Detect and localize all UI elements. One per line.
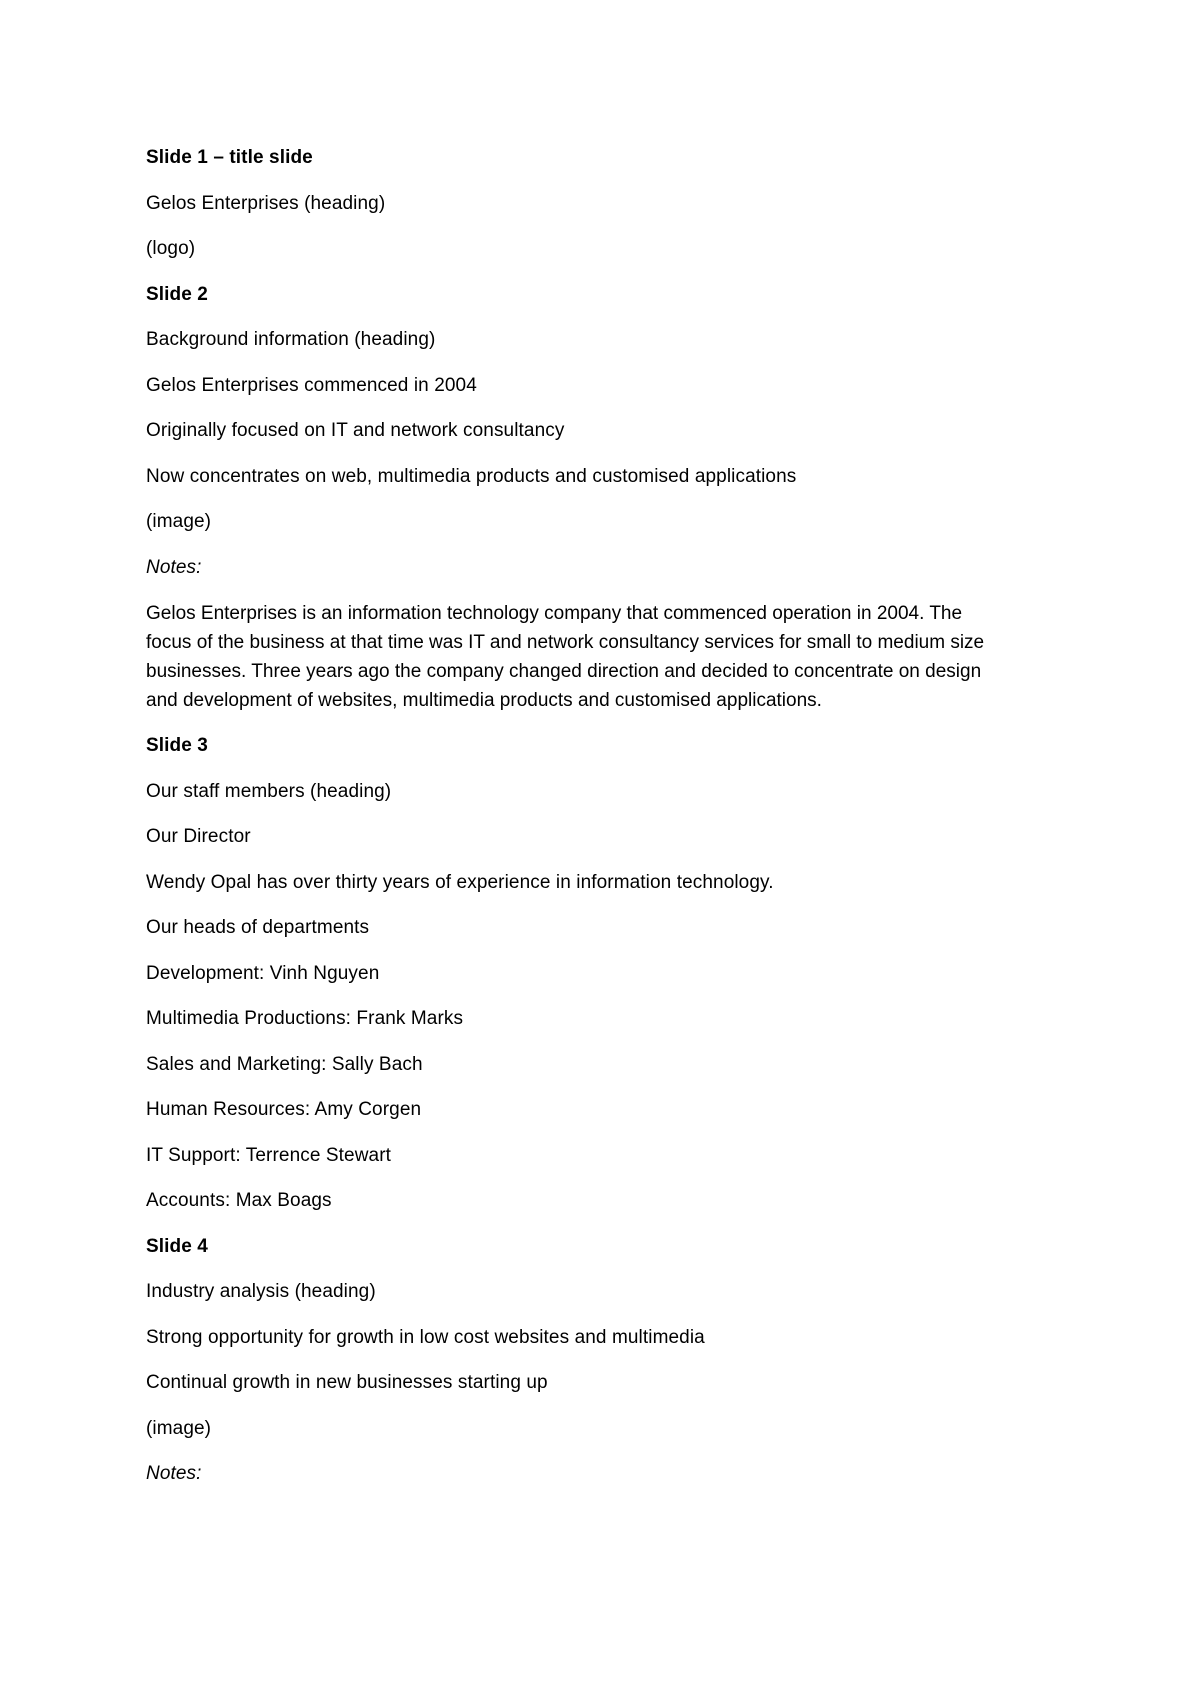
- slide-3-department-head: IT Support: Terrence Stewart: [146, 1144, 391, 1166]
- slide-2-heading: Background information (heading): [146, 329, 436, 350]
- slide-3-title: Slide 3: [146, 735, 208, 756]
- slide-4-title: Slide 4: [146, 1235, 208, 1257]
- slide-2-bullet: Now concentrates on web, multimedia products and customised applications: [146, 465, 797, 487]
- slide-4-image-placeholder: (image): [146, 1417, 212, 1439]
- slide-4-bullet: Continual growth in new businesses starting up: [146, 1372, 548, 1393]
- slide-3-department-head: Development: Vinh Nguyen: [146, 962, 380, 984]
- slide-3-department-head: Human Resources: Amy Corgen: [146, 1099, 422, 1120]
- slide-1-title: Slide 1 – title slide: [146, 147, 313, 168]
- slide-3-director-text: Wendy Opal has over thirty years of experience in information technology.: [146, 871, 774, 893]
- slide-3-heading: Our staff members (heading): [146, 780, 392, 802]
- slide-3-department-head: Multimedia Productions: Frank Marks: [146, 1008, 464, 1029]
- notes-line: businesses. Three years ago the company changed direction and decided to concentrate on design: [146, 661, 982, 682]
- slide-1-heading: Gelos Enterprises (heading): [146, 192, 386, 214]
- notes-line: focus of the business at that time was IT and network consultancy services for small to medium size: [146, 632, 985, 653]
- slide-4-heading: Industry analysis (heading): [146, 1281, 376, 1302]
- slide-3-director-label: Our Director: [146, 826, 251, 847]
- slide-4-notes-label: Notes:: [146, 1463, 202, 1484]
- slide-2-notes-label: Notes:: [146, 556, 202, 578]
- document-page: [146, 144, 1066, 1506]
- slide-2-title: Slide 2: [146, 283, 208, 305]
- slide-4-bullet: Strong opportunity for growth in low cost websites and multimedia: [146, 1326, 705, 1348]
- slide-3-department-head: Sales and Marketing: Sally Bach: [146, 1053, 423, 1075]
- notes-line: and development of websites, multimedia products and customised applications.: [146, 690, 822, 711]
- slide-3-heads-label: Our heads of departments: [146, 917, 370, 938]
- slide-1-logo-placeholder: (logo): [146, 238, 196, 259]
- slide-2-image-placeholder: (image): [146, 511, 212, 532]
- slide-3-department-head: Accounts: Max Boags: [146, 1190, 332, 1211]
- notes-line: Gelos Enterprises is an information technology company that commenced operation in 2004. The: [146, 603, 963, 624]
- slide-2-bullet: Originally focused on IT and network consultancy: [146, 420, 565, 441]
- slide-2-notes-paragraph: [146, 599, 1061, 715]
- slide-2-bullet: Gelos Enterprises commenced in 2004: [146, 374, 477, 396]
